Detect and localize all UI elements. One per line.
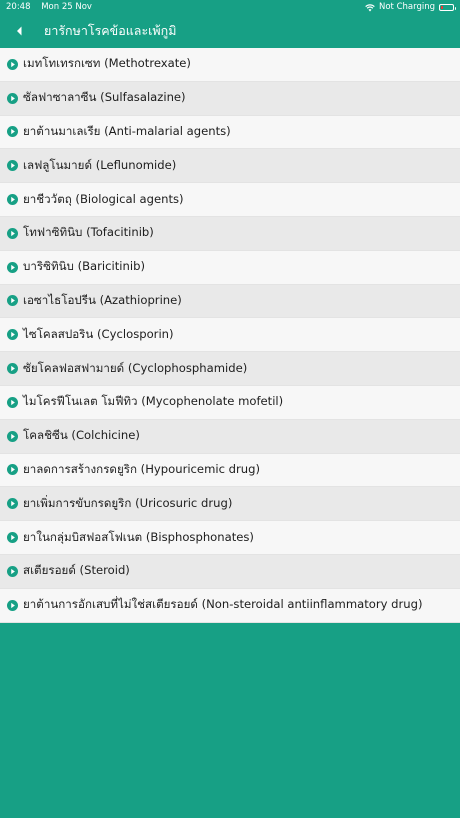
status-time: 20:48 (6, 2, 31, 12)
list-item[interactable] (0, 149, 460, 183)
status-date: Mon 25 Nov (41, 2, 92, 12)
play-circle-icon (7, 532, 18, 543)
list-item[interactable] (0, 285, 460, 319)
list-item[interactable] (0, 589, 460, 623)
list-item-label: ยาลดการสร้างกรดยูริก (Hypouricemic drug) (23, 461, 260, 476)
list-item[interactable] (0, 352, 460, 386)
list-item-label: โคลชิซีน (Colchicine) (23, 428, 140, 443)
chevron-left-icon[interactable] (12, 23, 26, 39)
list-item[interactable] (0, 318, 460, 352)
list-item[interactable] (0, 521, 460, 555)
wifi-icon (365, 3, 375, 13)
list-item[interactable] (0, 555, 460, 589)
list-item[interactable] (0, 251, 460, 285)
play-circle-icon (7, 228, 18, 239)
list-item-label: ยาในกลุ่มบิสฟอสโฟเนต (Bisphosphonates) (23, 529, 254, 544)
list-item[interactable] (0, 48, 460, 82)
list-item-label: โทฟาซิทินิบ (Tofacitinib) (23, 225, 154, 240)
play-circle-icon (7, 363, 18, 374)
list-item-label: ยาต้านมาเลเรีย (Anti-malarial agents) (23, 123, 231, 138)
list-item-label: สเตียรอยด์ (Steroid) (23, 563, 130, 578)
list-item-label: ไซโคลสปอริน (Cyclosporin) (23, 326, 174, 341)
play-circle-icon (7, 464, 18, 475)
play-circle-icon (7, 295, 18, 306)
battery-icon (439, 4, 454, 11)
page-title: ยารักษาโรคข้อและเพ้กูมิ (44, 23, 177, 38)
list-item-label: ไมโครฟีโนเลต โมฟีทิว (Mycophenolate mofetil) (23, 394, 284, 409)
play-circle-icon (7, 397, 18, 408)
play-circle-icon (7, 160, 18, 171)
list-item-label: ยาต้านการอักเสบที่ไม่ใช่สเตียรอยด์ (Non-steroidal antiinflammatory drug) (23, 597, 423, 612)
navigation-bar (0, 15, 460, 48)
list-item[interactable] (0, 454, 460, 488)
list-item[interactable] (0, 217, 460, 251)
list-item[interactable] (0, 82, 460, 116)
list-item-label: บาริซิทินิบ (Baricitinib) (23, 259, 145, 274)
play-circle-icon (7, 126, 18, 137)
list-item-label: ยาเพิ่มการขับกรดยูริก (Uricosuric drug) (23, 495, 233, 510)
list-item[interactable] (0, 116, 460, 150)
play-circle-icon (7, 600, 18, 611)
play-circle-icon (7, 194, 18, 205)
status-bar (0, 0, 460, 15)
play-circle-icon (7, 262, 18, 273)
list-item-label: ซัยโคลฟอสฟามายด์ (Cyclophosphamide) (23, 360, 248, 375)
drug-list (0, 48, 460, 623)
list-item-label: ยาชีววัตถุ (Biological agents) (23, 191, 184, 206)
play-circle-icon (7, 566, 18, 577)
list-item-label: เอซาไธโอปรีน (Azathioprine) (23, 292, 182, 307)
list-item-label: ซัลฟาซาลาซีน (Sulfasalazine) (23, 90, 186, 105)
play-circle-icon (7, 431, 18, 442)
battery-status-text: Not Charging (378, 2, 435, 12)
list-item[interactable] (0, 420, 460, 454)
play-circle-icon (7, 329, 18, 340)
list-item-label: เมทโทเทรกเซท (Methotrexate) (23, 56, 191, 71)
list-item-label: เลฟลูโนมายด์ (Leflunomide) (23, 157, 177, 172)
play-circle-icon (7, 93, 18, 104)
list-item[interactable] (0, 386, 460, 420)
list-item[interactable] (0, 183, 460, 217)
list-item[interactable] (0, 487, 460, 521)
play-circle-icon (7, 59, 18, 70)
play-circle-icon (7, 498, 18, 509)
